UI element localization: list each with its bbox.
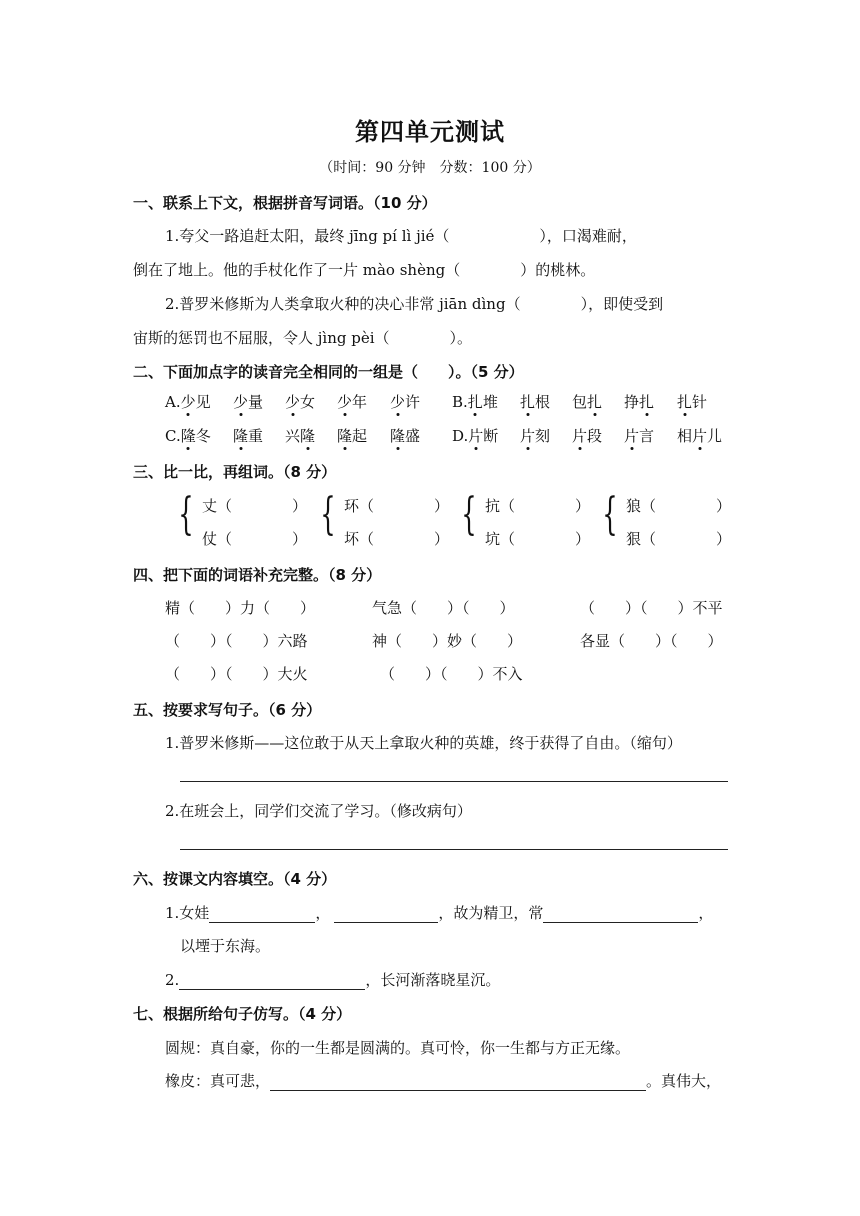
compare-word[interactable]: 坑（ ） (485, 530, 591, 548)
compare-word[interactable]: 狠（ ） (626, 530, 732, 548)
dotted-char: 扎 (639, 393, 655, 411)
dotted-char: 少 (180, 393, 196, 411)
dotted-char: 扎 (467, 393, 483, 411)
compare-word[interactable]: 狼（ ） (626, 497, 732, 515)
text: 量 (248, 393, 264, 411)
option-word (337, 391, 367, 412)
text: ， (698, 904, 714, 922)
dotted-char: 少 (337, 393, 353, 411)
dotted-char: 少 (390, 393, 406, 411)
brace-icon: { (602, 489, 618, 540)
text: 针 (692, 393, 708, 411)
dotted-char: 片 (692, 427, 708, 445)
option-word (677, 391, 707, 412)
text: 见 (195, 393, 211, 411)
section-7-example: 圆规：真自豪，你的一生都是圆满的。真可怜，你一生都与方正无缘。 (165, 1039, 631, 1057)
option-word (233, 391, 263, 412)
answer-line[interactable] (180, 781, 728, 782)
dotted-char: 隆 (233, 427, 249, 445)
dotted-char: 隆 (300, 427, 316, 445)
option-word (285, 391, 315, 412)
section-5-heading: 五、按要求写句子。（6 分） (133, 701, 322, 719)
text: 包 (572, 393, 588, 411)
text: 许 (405, 393, 421, 411)
section-1-heading: 一、联系上下文，根据拼音写词语。（10 分） (133, 194, 437, 212)
dotted-char: 片 (572, 427, 588, 445)
option-word (452, 391, 498, 412)
idiom-item[interactable]: （ ）（ ）大火 (165, 665, 308, 683)
dotted-char: 扎 (520, 393, 536, 411)
option-word (520, 391, 550, 412)
text: 相 (677, 427, 693, 445)
brace-icon: { (320, 489, 336, 540)
blank[interactable] (334, 906, 438, 923)
text: D. (452, 427, 469, 445)
text: 堆 (482, 393, 498, 411)
option-word (520, 425, 550, 446)
text: A. (165, 393, 181, 411)
text: 刻 (535, 427, 551, 445)
option-word (677, 425, 722, 446)
idiom-item[interactable]: （ ）（ ）不平 (580, 599, 723, 617)
brace-icon: { (178, 489, 194, 540)
idiom-item[interactable]: 各显（ ）（ ） (580, 632, 723, 650)
dotted-char: 隆 (337, 427, 353, 445)
compare-word[interactable]: 丈（ ） (202, 497, 308, 515)
text: 言 (639, 427, 655, 445)
text: 女 (300, 393, 316, 411)
text: 根 (535, 393, 551, 411)
compare-word[interactable]: 仗（ ） (202, 530, 308, 548)
brace-icon: { (461, 489, 477, 540)
dotted-char: 片 (468, 427, 484, 445)
text: 断 (483, 427, 499, 445)
dotted-char: 隆 (180, 427, 196, 445)
dotted-char: 隆 (390, 427, 406, 445)
section-1-line-4: 宙斯的惩罚也不屈服，令人 jìng pèi（ ）。 (133, 329, 473, 347)
text: 橡皮：真可悲， (165, 1072, 271, 1090)
blank[interactable] (270, 1074, 646, 1091)
section-1-line-2: 倒在了地上。他的手杖化作了一片 mào shèng（ ）的桃林。 (133, 261, 596, 279)
text: 挣 (624, 393, 640, 411)
section-6-question-2 (165, 969, 500, 990)
option-word (390, 391, 420, 412)
section-1-line-3: 2.普罗米修斯为人类拿取火种的决心非常 jiān dìng（ ），即使受到 (165, 295, 664, 313)
text: ， (315, 904, 331, 922)
text: ，故为精卫，常 (438, 904, 544, 922)
dotted-char: 少 (233, 393, 249, 411)
text: 1.女娃 (165, 904, 210, 922)
option-word (165, 391, 211, 412)
option-word (285, 425, 315, 446)
option-word (624, 391, 654, 412)
blank[interactable] (543, 906, 698, 923)
section-6-heading: 六、按课文内容填空。（4 分） (133, 870, 337, 888)
idiom-item[interactable]: （ ）（ ）六路 (165, 632, 308, 650)
text: 盛 (405, 427, 421, 445)
section-4-heading: 四、把下面的词语补充完整。（8 分） (133, 566, 382, 584)
option-word (624, 425, 654, 446)
answer-line[interactable] (180, 849, 728, 850)
section-6-question-1 (165, 902, 713, 923)
idiom-item[interactable]: 气急（ ）（ ） (372, 599, 515, 617)
text: 重 (248, 427, 264, 445)
section-7-heading: 七、根据所给句子仿写。（4 分） (133, 1005, 352, 1023)
dotted-char: 片 (624, 427, 640, 445)
idiom-item[interactable]: （ ）（ ）不入 (380, 665, 523, 683)
compare-word[interactable]: 坏（ ） (344, 530, 450, 548)
dotted-char: 少 (285, 393, 301, 411)
dotted-char: 片 (520, 427, 536, 445)
option-word (390, 425, 420, 446)
exam-info: （时间：90 分钟 分数：100 分） (319, 160, 541, 176)
blank[interactable] (179, 973, 365, 990)
idiom-item[interactable]: 神（ ）妙（ ） (372, 632, 523, 650)
section-2-heading: 二、下面加点字的读音完全相同的一组是（ ）。（5 分） (133, 363, 524, 381)
idiom-item[interactable]: 精（ ）力（ ） (165, 599, 316, 617)
text: 2. (165, 971, 180, 989)
section-7-prompt (165, 1070, 721, 1091)
option-word (233, 425, 263, 446)
section-6-question-1-cont: 以堙于东海。 (180, 937, 271, 955)
text: 起 (352, 427, 368, 445)
option-word (337, 425, 367, 446)
text: 段 (587, 427, 603, 445)
text: B. (452, 393, 468, 411)
text: 。真伟大， (646, 1072, 722, 1090)
option-word (572, 391, 602, 412)
blank[interactable] (209, 906, 315, 923)
text: 年 (352, 393, 368, 411)
compare-word[interactable]: 抗（ ） (485, 497, 591, 515)
section-1-line-1: 1.夸父一路追赶太阳，最终 jīng pí lì jié（ ），口渴难耐， (165, 227, 637, 245)
section-3-heading: 三、比一比，再组词。（8 分） (133, 463, 337, 481)
page-title: 第四单元测试 (355, 118, 505, 146)
dotted-char: 扎 (677, 393, 693, 411)
dotted-char: 扎 (587, 393, 603, 411)
section-5-question-1: 1.普罗米修斯——这位敢于从天上拿取火种的英雄，终于获得了自由。（缩句） (165, 734, 682, 752)
text: 兴 (285, 427, 301, 445)
option-word (572, 425, 602, 446)
section-5-question-2: 2.在班会上，同学们交流了学习。（修改病句） (165, 802, 472, 820)
option-word (452, 425, 498, 446)
text: 儿 (707, 427, 723, 445)
text: ，长河渐落晓星沉。 (365, 971, 501, 989)
text: C. (165, 427, 181, 445)
option-word (165, 425, 211, 446)
text: 冬 (195, 427, 211, 445)
compare-word[interactable]: 环（ ） (344, 497, 450, 515)
